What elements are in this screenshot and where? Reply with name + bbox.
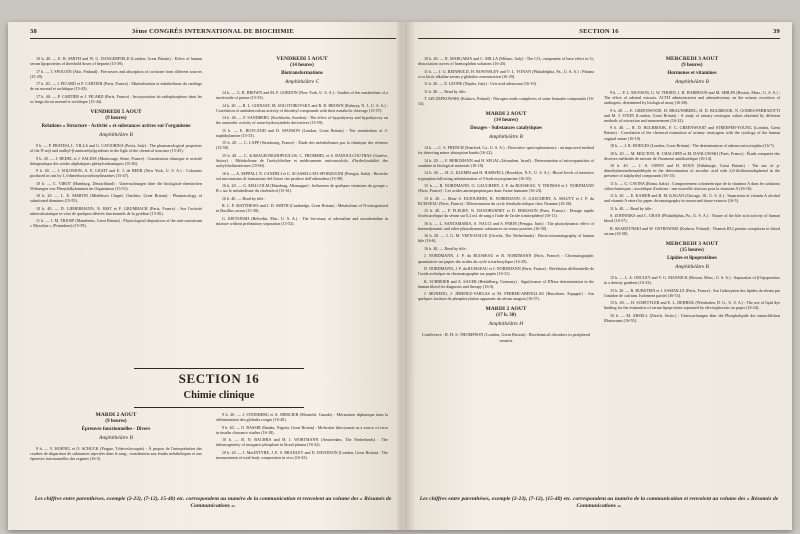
- program-entry: 14 h. 20. — F. BERGMANN and H. SEGAL (Jérusalem, Israel) : Determination of microquantities of xanthine in biological materials (16-18).: [418, 157, 594, 168]
- program-entry: 9 h. 20. — J. STEINBERG et A. MERCIER (Montréal, Canada) : Mécanisme diphasique dans la sédimentation des globules rouges (16-40).: [216, 412, 388, 423]
- program-entry: 10 h. 20. — M. MOCTON, H. CHALOPIN et M. DANLOWSKI (Paris, France) : Étude comparée des diverses méthodes de mesure de l'hormone antidiurétique (16-14).: [604, 150, 780, 161]
- session-room: Amphithéâtre B: [99, 131, 133, 138]
- program-entry: 11 h. — J. G. REINHOLD, H. BOWNSLEY and V. L. YONAN (Philadelphia, Pa., U. S. A.) : Plasma a-ca lactic alkaline serum γ-globulin concentration (16-29).: [418, 68, 594, 79]
- session-hours: (9 heures): [105, 419, 127, 424]
- program-entry: 9 h. 40. — J. SOLOMON, A. E. LIGHT and E. J. de BEER (New York, U. S. A.) : Colorants produced in rats by 1,3-dimethoxycarbonyltriazines (15-47).: [30, 168, 202, 179]
- right-footnote: Les chiffres entre parenthèses, exemple (2-23), (7-12), (15-40) etc. correspondent au numéro de la communication et renvoient au volume des « Résumés de Communications ».: [419, 495, 779, 509]
- page-fold: [396, 22, 416, 530]
- program-entry: 14 h. — G. R. BROWN and M. F. GORDON (New York, U. S. A.) : Studies of the metabolism of a nucleoside of purine (15-53).: [216, 90, 388, 101]
- session-day: MARDI 2 AOUT: [95, 412, 137, 418]
- program-entry: 9 h. 40. — O. BASSIR (Ibadan, Nigeria, Great Britain) : Molecular thiocyanate as a source of error in insulin clearance studies (16-18).: [216, 424, 388, 435]
- program-entry: 15 h. 40. — P. FLEURY, N. DANOBURNET et D. ERIKSSON (Paris, France) : Dosage rapide d'acétoacétique du sérum sur 0,2 ml. de sang à l'aide de l'acide trinitrophényl (16-11).: [418, 208, 594, 219]
- program-entry: 15 h. 40. — H. SCHETTLER and E. L. DEHRUK (Wiesbaden, D. G., U. S. A.) : The use of lipid dye binding for the estimation of serum lipoproteins separated by electrophoresis on paper (16-24).: [604, 300, 780, 311]
- right-running-title: SECTION 16: [579, 28, 619, 35]
- left-column-1-bottom: [30, 412, 202, 464]
- section-heading: [134, 368, 304, 408]
- program-entry: 10 h. 20. — I. MacINTYRE, J. E. S. BRADLEY and D. DAVIDSON (London, Great Britain) : The measurement of total body composition in vivo (16-43).: [216, 449, 388, 460]
- left-column-2-bottom: [216, 412, 388, 462]
- session-topic: Dosages - Substances catalytiques: [470, 126, 542, 132]
- program-entry: 16 h. — M. ARSELL (Zürich, Switz.) : Untersuchungen über die Phospholipide des menschlichen Blutserums (16-55).: [604, 312, 780, 323]
- program-entry: G. KIETSINSH (Belvedin, Mar., U. S. A.) : The bio-assay of adrenaline and noradrenaline in mixture without preliminary separation (15-52).: [216, 215, 388, 226]
- program-entry: 11 h. 40. — Read by title :: [424, 88, 468, 94]
- program-entry: 10 h. 40. — D. LIEBERMANN, N. RIST et F. GRUMBACH (Paris, France) : Sur l'activité tuberculostatique in vitro de quelques dérivés fonctionnels de la pyridine (15-56).: [30, 205, 202, 216]
- book-spread: [8, 22, 792, 530]
- session-hours: (15 heures): [680, 248, 704, 254]
- program-entry: 15 h. — L. A. ONCLEY and V. G. MANNICK (Boston, Mass., U. S. A.) : Separation of β-lipoproteins in a density gradient (16-33).: [604, 275, 780, 286]
- session-room: Amphithéâtre C: [284, 79, 320, 85]
- program-entry: T. SZCZEPKOWSKI (Krakow, Poland) : Nitrogen oxide complexes of some hematite compounds (16-54).: [418, 96, 594, 107]
- right-running-head: [418, 28, 780, 40]
- session-topic: Lipides et lipoprotéines: [667, 256, 717, 262]
- program-entry: 10 h, 40. — E. B. SMITH and W. G. DANGERFIELD (London, Great Britain) : Effect of human serum lipoproteins of threshold doses of heparin (15-39).: [30, 56, 202, 67]
- left-column-2: [216, 56, 388, 228]
- program-entry: 11 h. 20. — E. LEONE (Naples, Italy) : Urie acid adenosine (16-19).: [424, 81, 537, 87]
- program-entry: 15 h. 20. — R. RUBSTEIN et J. SAMAILLE (Paris, France) : Sur l'adsorption des lipides du sérum par l'amidon de calcium. Isolement partiel (16-53).: [604, 287, 780, 298]
- session-hours: (9 heures): [105, 115, 127, 121]
- session-hours: (17 h. 30): [496, 313, 516, 319]
- session-hours: (9 heures): [681, 63, 703, 68]
- program-entry: 15 h. — E. BOYLAND and D. MANSON (London, Great Britain) : The metabolism of 2-naphthylamine (15-35).: [216, 127, 388, 138]
- session-room: Amphithéâtre B: [489, 134, 523, 141]
- program-entry: 9 h. — P. PRATESI, L. VILLA and G. CAVIORINA (Pavia, Italy) : The pharmacological properties of the N-aryl and aralkyl-β-aminoethylpyridines in the light of the chemical structure (15-45).: [30, 142, 202, 154]
- program-entry: 10 h. — J. R. HODGES (London, Great Britain) : The determination of adrenocorticotrophin (16-7).: [610, 143, 775, 149]
- program-entry: 16 h. — A. SEPPALI, N. CANDELI et G. SCASSELLATI-SFORZOLINI (Perugia, Italia) : Ricerche sul meccanismo di formazione del fluoro che produce dell'adrenalina (15-58).: [216, 170, 388, 181]
- program-entry: 15 h. 20. — Mme S. DUJOURDIN, R. NORDMANN, O. GAUCHERY, A. MAUTY et J. P. du RUISSEAU (Paris, France) : Détermination du cycle tétrahydrofolique chez l'homme (16-26).: [418, 195, 594, 206]
- program-entry: 17 h. 40. — P. CARTIER et J. PICARD (Paris, France) : Incorporation du radiophosphore dans les os longs du rat normal et rachitique (15-44).: [30, 93, 202, 104]
- section-title: Chimie clinique: [183, 390, 255, 401]
- program-entry: K. SCHREIER and A. SAUER (Heidelberg, Germany) : Significance of DNase determination in the human blood for diagnosis and therapy (16-3).: [418, 278, 594, 289]
- left-running-title: 3ème CONGRÈS INTERNATIONAL DE BIOCHIMIE: [132, 28, 294, 35]
- program-entry: 11 h. 40. — Read by title :: [610, 205, 654, 211]
- program-entry: 9 h. 40. — R. D. BULBROOK, F. C. GREENWOOD and STREEPER-YOUNG (London, Great Britain) : Correlation of the chemical estimation of urinary oestrogens with the cytology of the human vaginal smear (16-10).: [604, 125, 780, 141]
- program-entry: B. SKARZYNSKI and W. OSTROWSKI (Krakow, Poland) : Vitamin B12 protein complexes in blood serum (16-58).: [604, 225, 780, 237]
- program-entry: S. ZOHNNIKS and C. URAN (Philadelphia, Pa., U. S. A.) : Nature of the bile acid activity of human blood (16-57).: [604, 213, 780, 224]
- section-label: SECTION 16: [178, 371, 260, 386]
- program-entry: R. C. F. MATTHEWS and J. D. SMITH (Cambridge, Great Britain) : Metabolism of N-nitrogenized in Bacillus cereus (15-38).: [216, 203, 388, 214]
- session-hours: (14 heures): [290, 63, 314, 68]
- program-entry: 9 h. — P. L. MUNSON, G. W. THORN, J. H. HARRISON and M. SHILPS (Boston, Mass., U. S. A.) : The effect of adrenal extracts, ACTH administration and adrenalectomy on the urinary excretion of androgens, determined by biological assay (16-48).: [604, 90, 780, 106]
- program-entry: 11 h. 20. — E. KAISER and B. M. KAGAN (Chicago, Ill., U. S. A.) : Separation of vitamin A alcohol and vitamin A esters by paper chromatography in serum and tissue extracts (16-5).: [604, 193, 780, 204]
- program-entry: 16 h. — L. SANTAMARIA, A. NACCI and S. PERIN (Perugia, Italy) : The photodynamic effect of haemodynamic and other photodynamic substances on serum proteins (16-38).: [418, 220, 594, 231]
- session-topic: Biotransformations: [281, 71, 323, 76]
- conference-note: Conférence : R. H. S. THOMPSON (London, Great Britain) : Biochemical disorders in peripheral neuritis: [421, 332, 591, 343]
- program-entry: 14 h. 20. — R. L. GOINSAY, M. SOLOTOROVSKY and R. D. BROWN (Rahway, N. J., U. S. A.) : Correlation of antituberculous activity of thioethyl compounds with their metabolic cleavage (15-57).: [216, 102, 388, 113]
- session-room: Amphithéâtre B: [675, 79, 709, 85]
- left-column-1: [30, 56, 202, 231]
- program-entry: 15 h. 20. — C. LAPP (Strasbourg, France) : Étude des métabolismes par la chimique des récentes (15-50).: [216, 140, 388, 151]
- program-entry: 9 h. 20. — E. GREENWOOD, H. BRAUNSBERG, H. D. BULBROOK, N. GOMES-FERRAIOTTI and M. J. STEIN (London, Great Britain) : A study of urinary oestrogen values obtained by different methods of extraction and measurement (16-22).: [604, 107, 780, 123]
- session-topic: Relations « Structure - Activité » et substances actives sur l'organisme: [41, 123, 191, 129]
- program-entry: J. MONEDO, J. JIMENEZ-VARGAS et M. FERRER-ABENILLAS (Barcelone, Espagne) : Sur quelques facteurs de phosphorylation apparents du sérum sanguin (16-57).: [418, 291, 594, 302]
- left-page-number: 38: [30, 28, 37, 35]
- program-entry: 14 h. — C. S. FRENCH (Stanford, Ca., U. S. A.) : Derivative spectrophotometry : an improved method for detecting minor absorption bands (16-22).: [418, 145, 594, 156]
- program-entry: J. NORDMANN, J. P. du RUISSEAU et R. NORDMANN (Paris, France) : Chromatographic quantitative sur papier des acides du cycle tricarboxylique (16-29).: [418, 253, 594, 264]
- program-entry: 17 h. 20. — J. PICARD et P. CARTIER (Paris, France) : Minéralisation et métabolisme du cartilage de rat normal et rachitique (15-43).: [30, 81, 202, 92]
- session-day: VENDREDI 5 AOUT: [90, 108, 142, 115]
- session-topic: Hormones et vitamines: [667, 71, 717, 76]
- session-day: MERCREDI 3 AOUT: [665, 56, 719, 62]
- left-footnote: Les chiffres entre parenthèses, exemple (2-23), (7-12), 15-40) etc. correspondent au numéro de la communication et renvoient au volume des « Résumés de Communications ».: [34, 495, 392, 509]
- program-entry: 10 h. 40. — R. MARGARIA and C. MILLA (Milano, Italy) : The CO₂ component of base effect in O₂ dissociation curves of haemoglobin solutions (16-20).: [418, 56, 594, 67]
- left-running-head: [30, 28, 396, 40]
- program-entry: 14 h. 40. — F. SANDBERG (Stockholm, Sweden) : The effect of hypothyroxy and hypothyroxy on the anaerobic activity of some hydroxyindole derivatives (15-59).: [216, 115, 388, 126]
- session-day: MARDI 2 AOUT: [485, 306, 527, 313]
- program-entry: 9 h. 20. — J. REDEL et J. SALESE (Montrouge, Seine, France) : Constitution chimique et activité thérapeutique des acides aliphatiques phénylcarbamiques (15-46).: [30, 155, 202, 166]
- program-entry: D. NORDMANN, J. P. du RUISSEAU et J. NORDMANN (Paris, France) : Révélation différentielle de l'acide acétoïque en chromatographie sur papier (16-31).: [418, 266, 594, 277]
- session-day: MARDI 2 AOUT: [485, 111, 527, 118]
- program-entry: 10 h. 40. — J. A. OWEN and H. ROUS (Edinburgh, Great Britain) : The use of p-dimethylaminobenzaldehyde in the determination of ascorbic acid with 2,6-dichloroindophenol in the presence of sulphydryl compounds (16-15).: [604, 163, 780, 179]
- session-day: VENDREDI 5 AOUT: [276, 56, 328, 62]
- program-entry: 10 h. — C. VIROT (Hamburg, Deutschland) : Untersuchungen über die biologisch-chemischen Wirkungen von Phenylalkylaminen im Organismus (15-51).: [30, 180, 202, 191]
- program-entry: 16 h. 20. — J. G. M. VEEN-DALLE (Utrecht, The Netherlands) : Electrochromatography of human bile (16-6).: [418, 233, 594, 244]
- program-entry: 16 h. 40. — Read by title :: [222, 195, 266, 201]
- session-room: Amphithéâtre H: [488, 321, 524, 328]
- session-topic: Épreuves fonctionnelles - Divers: [81, 427, 151, 432]
- program-entry: 9 h. — V. HOENIG et O. SCHUCK (Prague, Tchécoslovaquie) : À propos de l'interprétation des courbes de disparition de substances injectées dans le sang ; contribution aux études métaboliques et aux épreuves fonctionnelles des organes (16-5).: [30, 446, 202, 462]
- session-hours: (14 heures): [494, 118, 518, 124]
- program-entry: 14 h. 40. — H. G. KLEMM and H. HARWELL (Brooklyn, N.Y., U. S. A.) : Blood levels of intensive tryptophan following administration of 5-hydroxytryptamine (16-35).: [418, 170, 594, 181]
- program-entry: 15 h. — R. NORDMANN, O. GAUCHERY, J. P. du RUISSEAU, Y. THOMAS et J. NORDMANN (Paris, France) : Les acides aminopropiniques dans l'urine humaine (16-23).: [418, 183, 594, 194]
- program-entry: 11 h. — G. CAVINA (Roma, Italia) : Comportement colorimétrique de la vitamine A dans les solutions chloroformiques ; ascorbique d'acétone : une nouvelle réaction pour la vitamine A (16-16).: [604, 180, 780, 191]
- right-page-number: 39: [773, 28, 780, 35]
- program-entry: 16 h. 40. — Read by title :: [424, 245, 468, 251]
- right-page: [418, 28, 780, 530]
- session-day: MERCREDI 3 AOUT: [665, 241, 719, 248]
- right-column-2: [604, 56, 780, 325]
- session-room: Amphithéâtre B: [675, 264, 709, 271]
- program-entry: 15 h. 40. — C. KARAGEORGHOPOULOS, C. FROMMEL et S. RADOULCOUTHAS (Genève, Suisse) : Métabolisme de l'acétylcholine et médicaments anticonvulsifs, d'hydrolysabilité des acétylcholinestérases (15-60).: [216, 152, 388, 169]
- program-entry: 11 h. — J. M. TRIOSP (Mannheim, Great Britain) : Physiological disposition of the anti-convulsant « Mysoline » (Primidone) (15-59).: [30, 218, 202, 229]
- left-page: [30, 28, 396, 530]
- program-entry: 17 h. — I. SPOLOIN (Abo, Finland) : Precursors and absorption of cortisone from different sources (15-29).: [30, 68, 202, 79]
- right-column-1: [418, 56, 594, 346]
- program-entry: 16 h. 20. — G. MALCOLM (Hamburg, Allemagne) : Influences de quelques vitamines du groupe « B » sur le métabolisme du cholestérol (15-61).: [216, 183, 388, 194]
- program-entry: 10 h. 20. — L. E. MARTIN (Middlesex Chapel, Cheshire, Great Britain) : Pharmacology of substituted diamines (15-55).: [30, 193, 202, 204]
- program-entry: 10 h. — B. N. BACHRA and H. J. WORTMANN (Amsterdam, The Netherlands) : The inhomogeneity of inorganic phosphate in blood plasma (16-32).: [216, 437, 388, 448]
- session-room: Amphithéâtre B: [99, 435, 133, 441]
